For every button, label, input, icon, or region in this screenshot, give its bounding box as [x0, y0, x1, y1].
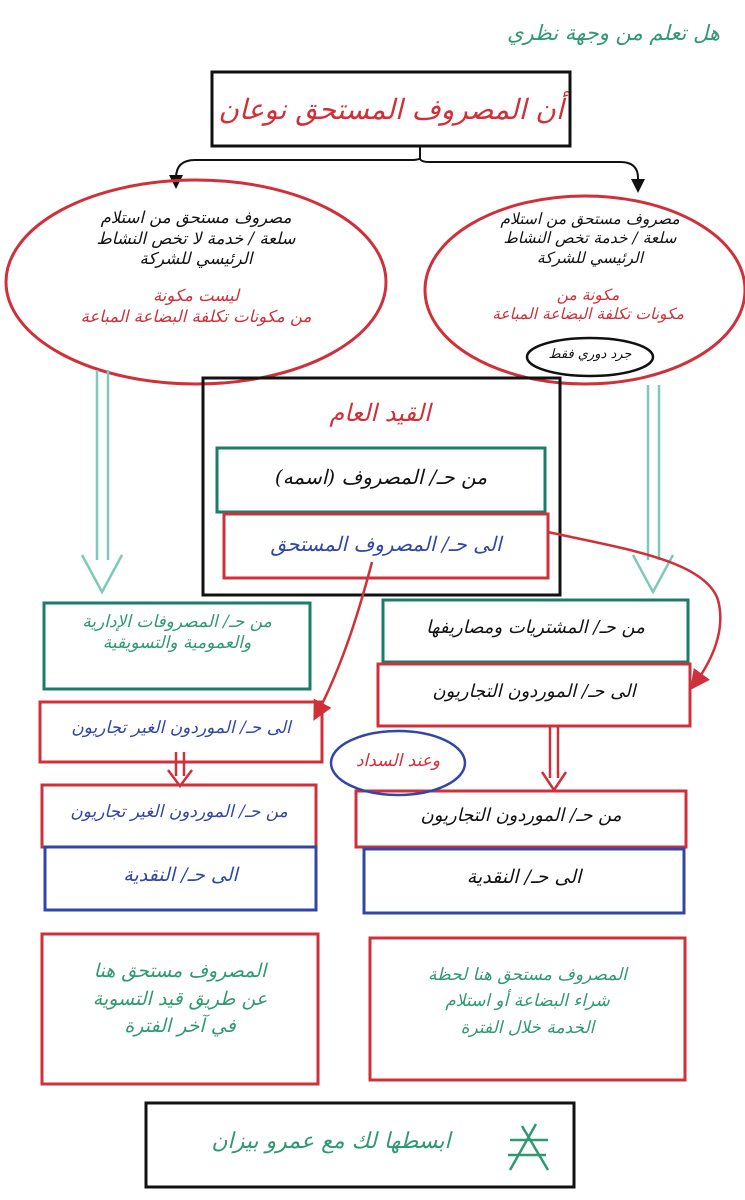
hash-mark — [508, 1124, 548, 1170]
left-entry-credit1: الى حـ/ الموردون الغير تجاريون — [71, 718, 291, 738]
split-arrow-right — [420, 158, 638, 186]
right-entry-debit2: من حـ/ الموردون التجاريون — [420, 805, 622, 826]
main-title: أن المصروف المستحق نوعان — [218, 93, 564, 126]
right-entry-debit1: من حـ/ المشتريات ومصاريفها — [426, 617, 645, 638]
split-arrow-left — [176, 146, 420, 182]
right-type-note: مكونة من مكونات تكلفة البضاعة المباعة — [492, 286, 684, 324]
red-arrow-to-right — [548, 532, 720, 682]
footer-signature: ابسطها لك مع عمرو بيزان — [211, 1129, 451, 1154]
left-note-text: المصروف مستحق هنا عن طريق قيد التسوية في آخر الفترة — [92, 960, 268, 1038]
red-arrow-to-left — [318, 562, 372, 712]
left-type-note: ليست مكونة من مكونات تكلفة البضاعة المباعة — [80, 286, 312, 326]
right-type-text: مصروف مستحق من استلام سلعة / خدمة تخص النشاط الرئيسي للشركة — [500, 210, 680, 267]
left-red-down-arrow — [168, 752, 192, 786]
header-question: هل تعلم من وجهة نظري — [507, 21, 720, 45]
left-type-text: مصروف مستحق من استلام سلعة / خدمة لا تخص النشاط الرئيسي للشركة — [96, 208, 296, 269]
general-entry-title: القيد العام — [329, 399, 431, 427]
right-red-down-arrow — [542, 726, 566, 790]
general-entry-credit: الى حـ/ المصروف المستحق — [270, 532, 502, 556]
right-note-text: المصروف مستحق هنا لحظة شراء البضاعة أو استلام الخدمة خلال الفترة — [428, 965, 627, 1038]
periodic-badge: جرد دوري فقط — [548, 347, 632, 362]
right-entry-credit2: الى حـ/ النقدية — [466, 866, 582, 888]
left-entry-credit2: الى حـ/ النقدية — [123, 864, 238, 886]
right-entry-credit1: الى حـ/ الموردون التجاريون — [432, 681, 636, 702]
left-entry-debit1: من حـ/ المصروفات الإدارية والعمومية والتسويقية — [82, 612, 272, 654]
general-entry-debit: من حـ/ المصروف (اسمه) — [274, 465, 488, 489]
left-green-arrow — [82, 370, 122, 592]
settlement-label: وعند السداد — [355, 751, 441, 771]
left-entry-debit2: من حـ/ الموردون الغير تجاريون — [70, 802, 288, 822]
